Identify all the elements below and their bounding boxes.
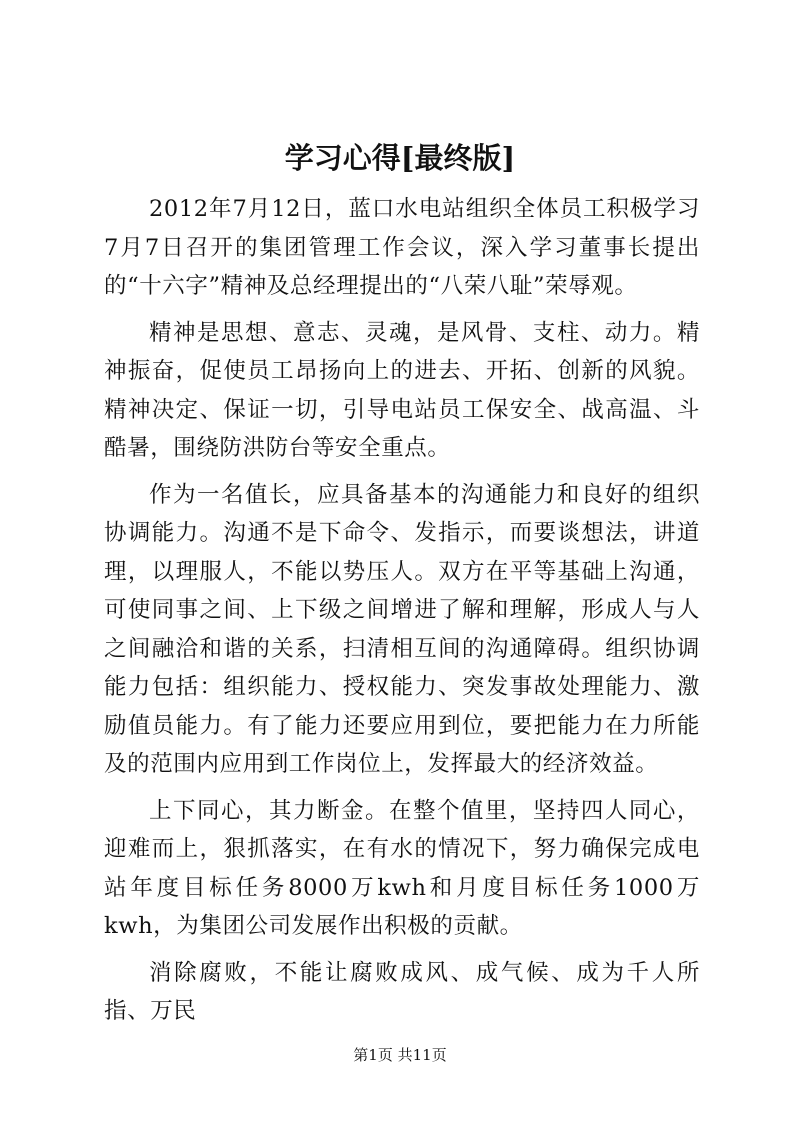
paragraph-5: 消除腐败，不能让腐败成风、成气候、成为千人所指、万民	[104, 959, 700, 1024]
document-body	[104, 190, 700, 1039]
document-title: 学习心得[最终版]	[284, 141, 516, 175]
page-footer	[0, 1045, 800, 1065]
paragraph-3: 作为一名值长，应具备基本的沟通能力和良好的组织协调能力。沟通不是下命令、发指示，而要谈想法，讲道理，以理服人，不能以势压人。双方在平等基础上沟通，可使同事之间、上下级之间增进了解和理解，形成人与人之间融洽和谐的关系，扫清相互间的沟通障碍。组织协调能力包括：组织能力、授权能力、突发事故处理能力、激励值员能力。有了能力还要应用到位，要把能力在力所能及的范围内应用到工作岗位上，发挥最大的经济效益。	[104, 481, 700, 777]
paragraph-1: 2012年7月12日，蓝口水电站组织全体员工积极学习7月7日召开的集团管理工作会议，深入学习董事长提出的“十六字”精神及总经理提出的“八荣八耻”荣辱观。	[104, 196, 700, 299]
paragraph-2: 精神是思想、意志、灵魂，是风骨、支柱、动力。精神振奋，促使员工昂扬向上的进去、开拓、创新的风貌。精神决定、保证一切，引导电站员工保安全、战高温、斗酷暑，围绕防洪防台等安全重点。	[104, 319, 700, 461]
page-number-label: 第1页 共11页	[353, 1046, 447, 1064]
paragraph-4: 上下同心，其力断金。在整个值里，坚持四人同心，迎难而上，狠抓落实，在有水的情况下，努力确保完成电站年度目标任务8000万kwh和月度目标任务1000万kwh，为集团公司发展作出积极的贡献。	[104, 797, 700, 939]
